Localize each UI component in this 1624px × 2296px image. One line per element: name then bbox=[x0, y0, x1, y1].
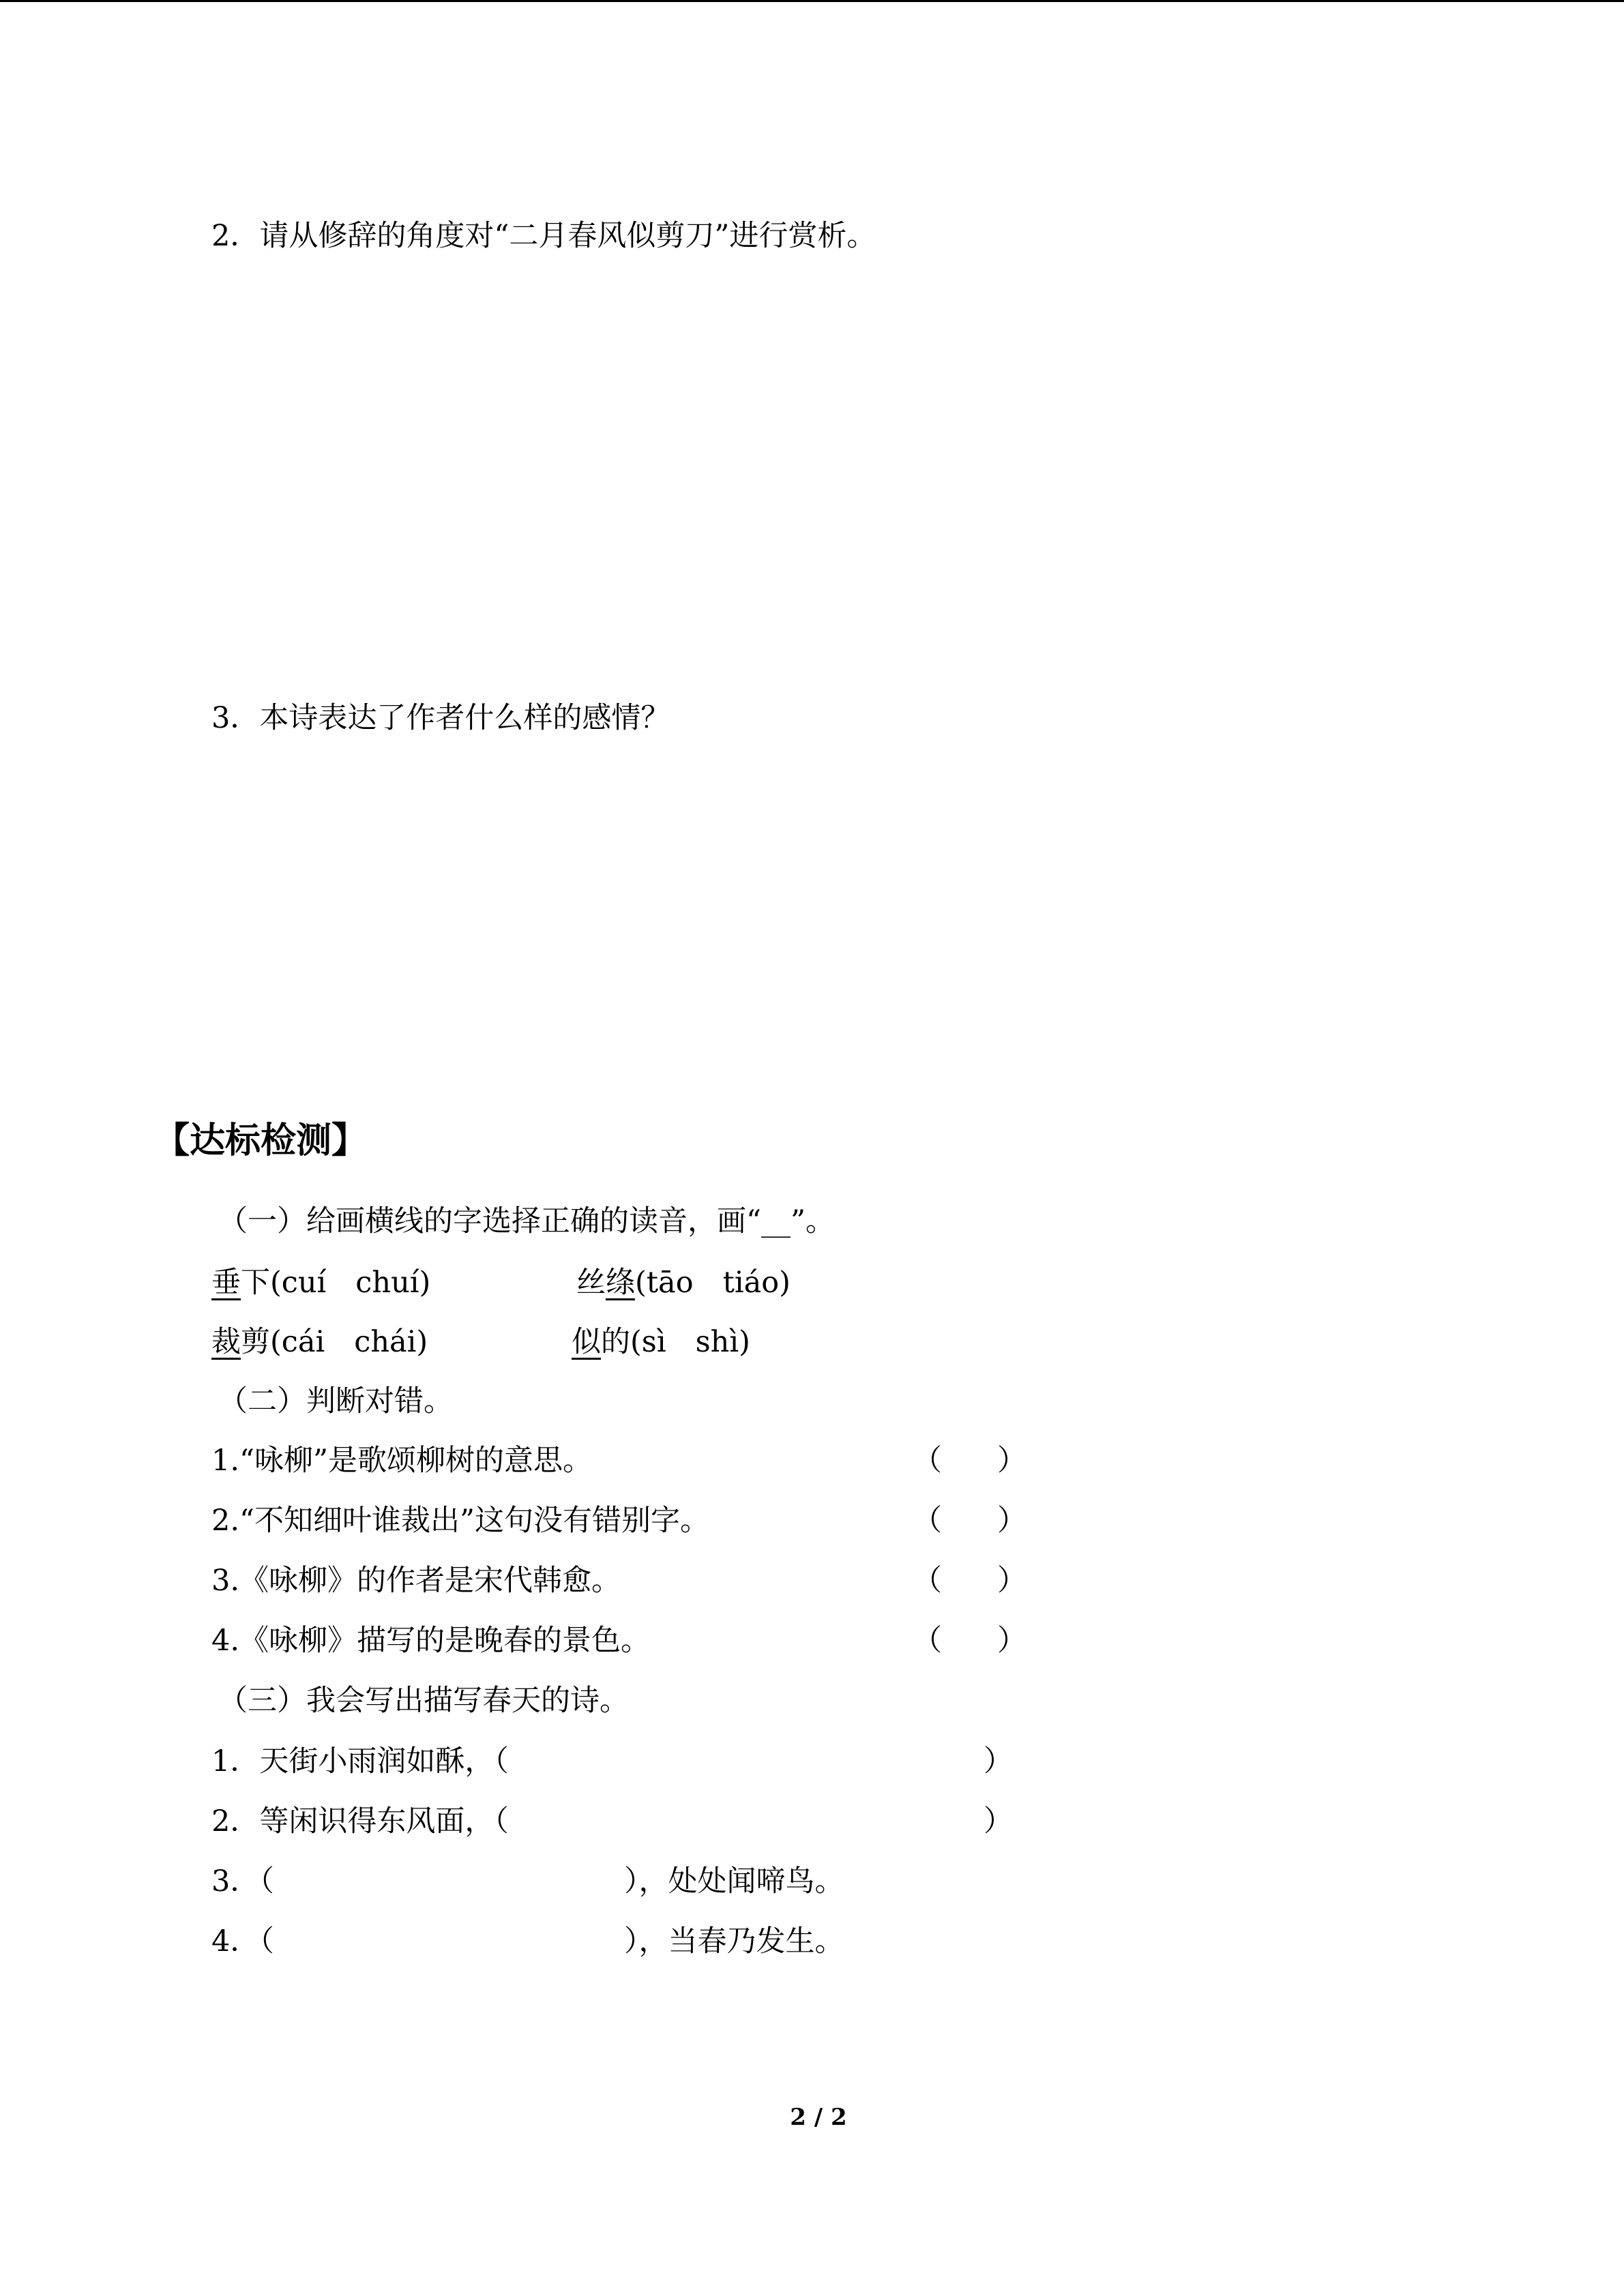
judge-paren-close: ） bbox=[997, 1624, 1027, 1658]
poem-line: 天街小雨润如酥，（ bbox=[259, 1744, 509, 1778]
part3-title: （三）我会写出描写春天的诗。 bbox=[218, 1684, 629, 1718]
pinyin-item-4 bbox=[572, 1323, 750, 1361]
underlined-char: 绦 bbox=[606, 1266, 635, 1300]
judge-paren-close: ） bbox=[997, 1444, 1027, 1478]
pinyin-options: 剪(cái chái) bbox=[241, 1325, 428, 1359]
poem-item-4 bbox=[211, 1922, 274, 1960]
underlined-char: 似 bbox=[572, 1325, 601, 1359]
judge-item-2: 2.“不知细叶谁裁出”这句没有错别字。 bbox=[211, 1504, 709, 1538]
top-border-line bbox=[0, 0, 1624, 2]
poem-line: ），处处闻啼鸟。 bbox=[624, 1864, 844, 1898]
judge-paren-close: ） bbox=[997, 1564, 1027, 1598]
pinyin-options: 下(cuí chuí) bbox=[241, 1266, 431, 1300]
judge-item-3: 3.《咏柳》的作者是宋代韩愈。 bbox=[211, 1564, 621, 1598]
item-number: 1． bbox=[211, 1744, 260, 1778]
question-3: 3．本诗表达了作者什么样的感情？ bbox=[211, 701, 670, 735]
pinyin-item-3 bbox=[211, 1323, 428, 1361]
question-2: 2．请从修辞的角度对“二月春风似剪刀”进行赏析。 bbox=[211, 219, 876, 253]
item-number: 2． bbox=[211, 1804, 260, 1838]
item-number: 3． bbox=[211, 1864, 260, 1898]
judge-paren-close: ） bbox=[997, 1504, 1027, 1538]
pinyin-item-1 bbox=[211, 1264, 430, 1302]
page-number: 2 / 2 bbox=[790, 2104, 847, 2131]
judge-item-4: 4.《咏柳》描写的是晚春的景色。 bbox=[211, 1624, 651, 1658]
poem-blank-close: ） bbox=[984, 1804, 1013, 1838]
judge-paren-open: （ bbox=[913, 1444, 942, 1478]
poem-item-1 bbox=[211, 1742, 509, 1780]
part1-title: （一）给画横线的字选择正确的读音，画“__”。 bbox=[218, 1204, 835, 1238]
pinyin-item-2 bbox=[576, 1264, 791, 1302]
poem-line: 等闲识得东风面，（ bbox=[259, 1804, 509, 1838]
item-number: 4． bbox=[211, 1924, 260, 1958]
judge-item-1: 1.“咏柳”是歌颂柳树的意思。 bbox=[211, 1444, 592, 1478]
plain-char: 丝 bbox=[576, 1266, 606, 1300]
underlined-char: 垂 bbox=[211, 1266, 241, 1300]
poem-blank-open: （ bbox=[259, 1924, 274, 1958]
section-title: 【达标检测】 bbox=[154, 1120, 368, 1161]
part2-title: （二）判断对错。 bbox=[218, 1384, 453, 1418]
poem-blank-close: ） bbox=[984, 1744, 1013, 1778]
underlined-char: 裁 bbox=[211, 1325, 241, 1359]
poem-item-3 bbox=[211, 1862, 274, 1900]
pinyin-options: (tāo tiáo) bbox=[635, 1266, 791, 1300]
judge-paren-open: （ bbox=[913, 1564, 942, 1598]
poem-item-2 bbox=[211, 1802, 509, 1840]
poem-blank-open: （ bbox=[259, 1864, 274, 1898]
judge-paren-open: （ bbox=[913, 1624, 942, 1658]
pinyin-options: 的(sì shì) bbox=[601, 1325, 750, 1359]
judge-paren-open: （ bbox=[913, 1504, 942, 1538]
poem-line: ），当春乃发生。 bbox=[624, 1924, 844, 1958]
